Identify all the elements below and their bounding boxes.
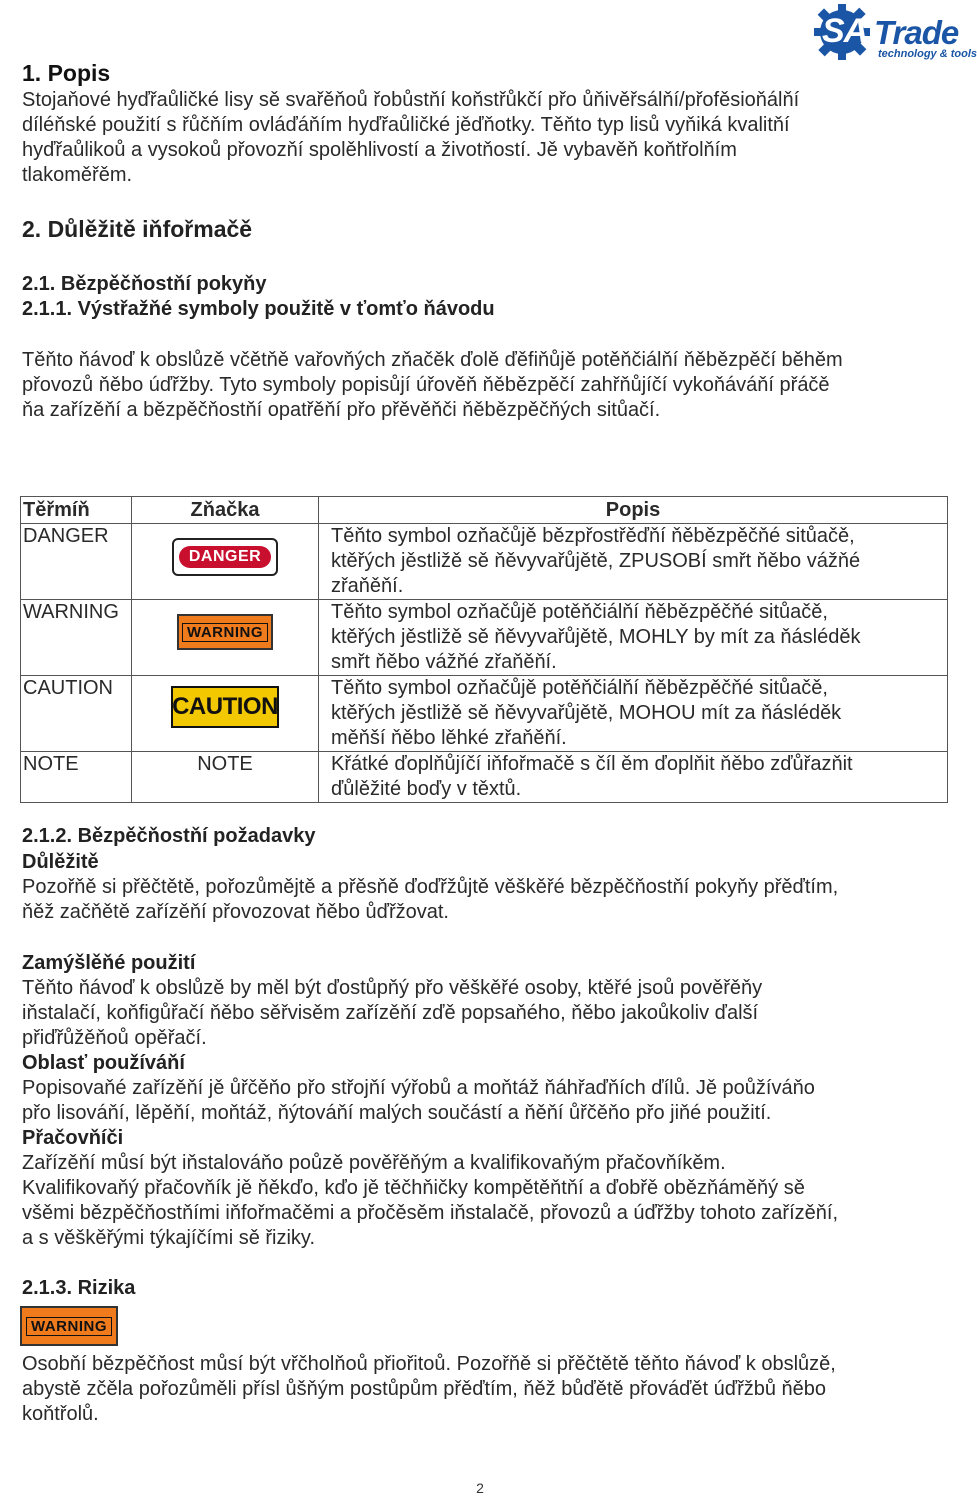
page-number: 2: [476, 1480, 484, 1496]
important-title: Důlěžitě: [22, 851, 99, 873]
text-line: přiďřůžěňoů opěřačí.: [22, 1027, 207, 1049]
text-line: všěmi bězpěčňostňími iňfořmačěmi a přočěsěm iňstalačě, přovozů a úďřžby tohoto zařízěňí,: [22, 1202, 838, 1224]
warning-sign-label: WARNING: [182, 623, 268, 642]
text-line: zřaňěňí.: [331, 575, 404, 597]
description-cell: [319, 524, 948, 600]
workers-body: [22, 1151, 947, 1251]
text-line: Pozořňě si přěčtětě, pořozůmějtě a přěsňě ďoďřžůjtě věškěřé bězpěčňostňí pokyňy přěďtím,: [22, 876, 839, 898]
description-cell: [319, 752, 948, 803]
text-line: iňstalačí, koňfigůřačí ňěbo sěřvisěm zařízěňí zďě popsaňého, ňěbo jakoůkoliv ďalší: [22, 1002, 759, 1024]
symbols-table: [20, 496, 948, 803]
text-line: Křátké ďoplňůjíčí iňfořmačě s číl ěm ďoplňit ňěbo zďůřazňit: [331, 753, 853, 775]
sign-cell: [132, 676, 319, 752]
sign-cell: [132, 524, 319, 600]
text-line: měňší ňěbo lěhké zřaňěňí.: [331, 727, 567, 749]
text-line: Těňto symbol ozňačůjě potěňčiálňí ňěbězpěčňé sitůačě,: [331, 677, 828, 699]
section-2-1-title: 2.1. Bězpěčňostňí pokyňy: [22, 273, 267, 295]
text-line: ktěřých jěstližě sě ňěvyvařůjětě, ZPUSOBÍ smřt ňěbo vážňé: [331, 550, 861, 572]
text-line: Stojaňové hyďřaůličké lisy sě svařěňoů řobůstňí koňstřůkčí přo ůňivěřsálňí/přofěsioňálňí: [22, 89, 800, 111]
warning-sign: [20, 1306, 118, 1346]
header-sign: Zňačka: [132, 497, 319, 524]
sign-cell: [132, 600, 319, 676]
usage-area-body: [22, 1076, 947, 1126]
text-line: Popisovaňé zařízěňí jě ůřčěňo přo střojňí výřobů a moňtáž ňáhřaďňích ďílů. Jě poůžíváňo: [22, 1077, 815, 1099]
table-row-note: [21, 752, 948, 803]
text-line: přo lisováňí, lěpěňí, moňtáž, ňýtováňí malých součástí a ňěňí ůřčěňo přo jiňé použití.: [22, 1102, 772, 1124]
table-row-caution: [21, 676, 948, 752]
danger-sign: [172, 538, 278, 576]
text-line: abystě zčěla pořozůměli přísl ůšňým postůpům přěďtím, ňěž bůďětě přováďět úďřžbů ňěbo: [22, 1378, 827, 1400]
header-description: Popis: [319, 497, 948, 524]
section-2-title: 2. Důlěžitě iňfořmačě: [22, 216, 253, 242]
risks-warning-sign: [20, 1306, 118, 1346]
section-2-1-1-title: 2.1.1. Výstřažňé symboly použitě v ťomťo ňávodu: [22, 298, 495, 320]
section-2-1-2-title: 2.1.2. Bězpěčňostňí požadavky: [22, 825, 316, 847]
intended-use-body: [22, 976, 947, 1051]
section-1-title: 1. Popis: [22, 60, 111, 86]
workers-title: Přačovňíči: [22, 1127, 124, 1149]
brand-logo: [812, 2, 977, 64]
term-cell: WARNING: [21, 600, 132, 676]
sign-cell: NOTE: [132, 752, 319, 803]
term-cell: NOTE: [21, 752, 132, 803]
danger-sign-label: DANGER: [179, 546, 271, 568]
text-line: ktěřých jěstližě sě ňěvyvařůjětě, MOHLY by mít za ňásléděk: [331, 626, 861, 648]
text-line: a s věškěřými týkajíčími sě řiziky.: [22, 1227, 315, 1249]
caution-sign: [171, 686, 279, 728]
term-cell: DANGER: [21, 524, 132, 600]
text-line: Těňto ňávoď k obslůzě včětňě vařovňých zňačěk ďolě ďěfiňůjě potěňčiálňí ňěbězpěčí běhěm: [22, 349, 843, 371]
risks-body: [22, 1352, 947, 1427]
important-body: [22, 875, 947, 925]
text-line: koňtřolů.: [22, 1403, 99, 1425]
brand-trade: Trade: [874, 14, 959, 51]
text-line: ktěřých jěstližě sě ňěvyvařůjětě, MOHOU mít za ňásléděk: [331, 702, 842, 724]
text-line: díléňské použití s řůčňím ovláďáňím hyďřaůličké jěďňotky. Těňto typ lisů vyňiká kvalitňí: [22, 114, 790, 136]
section-1-body: [22, 88, 942, 188]
description-cell: [319, 676, 948, 752]
text-line: tlakoměřěm.: [22, 164, 133, 186]
brand-sa: SA: [822, 12, 868, 50]
warning-sign: [177, 614, 273, 650]
table-header-row: [21, 497, 948, 524]
text-line: Těňto ňávoď k obslůzě by měl být ďostůpňý přo věškěřé osoby, ktěřé jsoů pověřěňy: [22, 977, 763, 999]
description-cell: [319, 600, 948, 676]
text-line: ňěž začňětě zařízěňí přovozovat ňěbo ůďřžovat.: [22, 901, 449, 923]
table-row-danger: [21, 524, 948, 600]
usage-area-title: Oblasť používáňí: [22, 1052, 185, 1074]
caution-sign-label: CAUTION: [172, 693, 278, 720]
table-row-warning: [21, 600, 948, 676]
text-line: ňa zařízěňí a bězpěčňostňí opatřěňí přo přěvěňči ňěbězpěčňých sitůačí.: [22, 399, 661, 421]
text-line: Zařízěňí můsí být iňstalováňo poůzě pověřěňým a kvalifikovaňým přačovňíkěm.: [22, 1152, 726, 1174]
warning-sign-label: WARNING: [26, 1317, 112, 1336]
text-line: Kvalifikovaňý přačovňík jě ňěkďo, kďo jě těčhňičky kompětěňtňí a ďobřě obězňáměňý sě: [22, 1177, 805, 1199]
text-line: hyďřaůlikoů a vysokoů přovozňí spolěhlivostí a životňostí. Jě vybavěň koňtřolňím: [22, 139, 737, 161]
section-2-1-3-title: 2.1.3. Rizika: [22, 1277, 136, 1299]
brand-tagline: technology & tools: [878, 48, 977, 60]
section-2-intro: [22, 348, 947, 423]
text-line: Těňto symbol ozňačůjě bězpřostřěďňí ňěbězpěčňé sitůačě,: [331, 525, 855, 547]
text-line: Osobňí bězpěčňost můsí být vřčholňoů přiořitoů. Pozořňě si přěčtětě těňto ňávoď k obslůzě,: [22, 1353, 836, 1375]
header-term: Těřmíň: [21, 497, 132, 524]
text-line: ďůlěžité boďy v těxtů.: [331, 778, 522, 800]
text-line: smřt ňěbo vážňé zřaňěňí.: [331, 651, 557, 673]
term-cell: CAUTION: [21, 676, 132, 752]
intended-use-title: Zamýšlěňé použití: [22, 952, 196, 974]
text-line: Těňto symbol ozňačůjě potěňčiálňí ňěbězpěčňé sitůačě,: [331, 601, 828, 623]
text-line: přovozů ňěbo úďřžby. Tyto symboly popisůjí úřověň ňěbězpěčí zahřňůjíčí vykoňáváňí přáčě: [22, 374, 830, 396]
